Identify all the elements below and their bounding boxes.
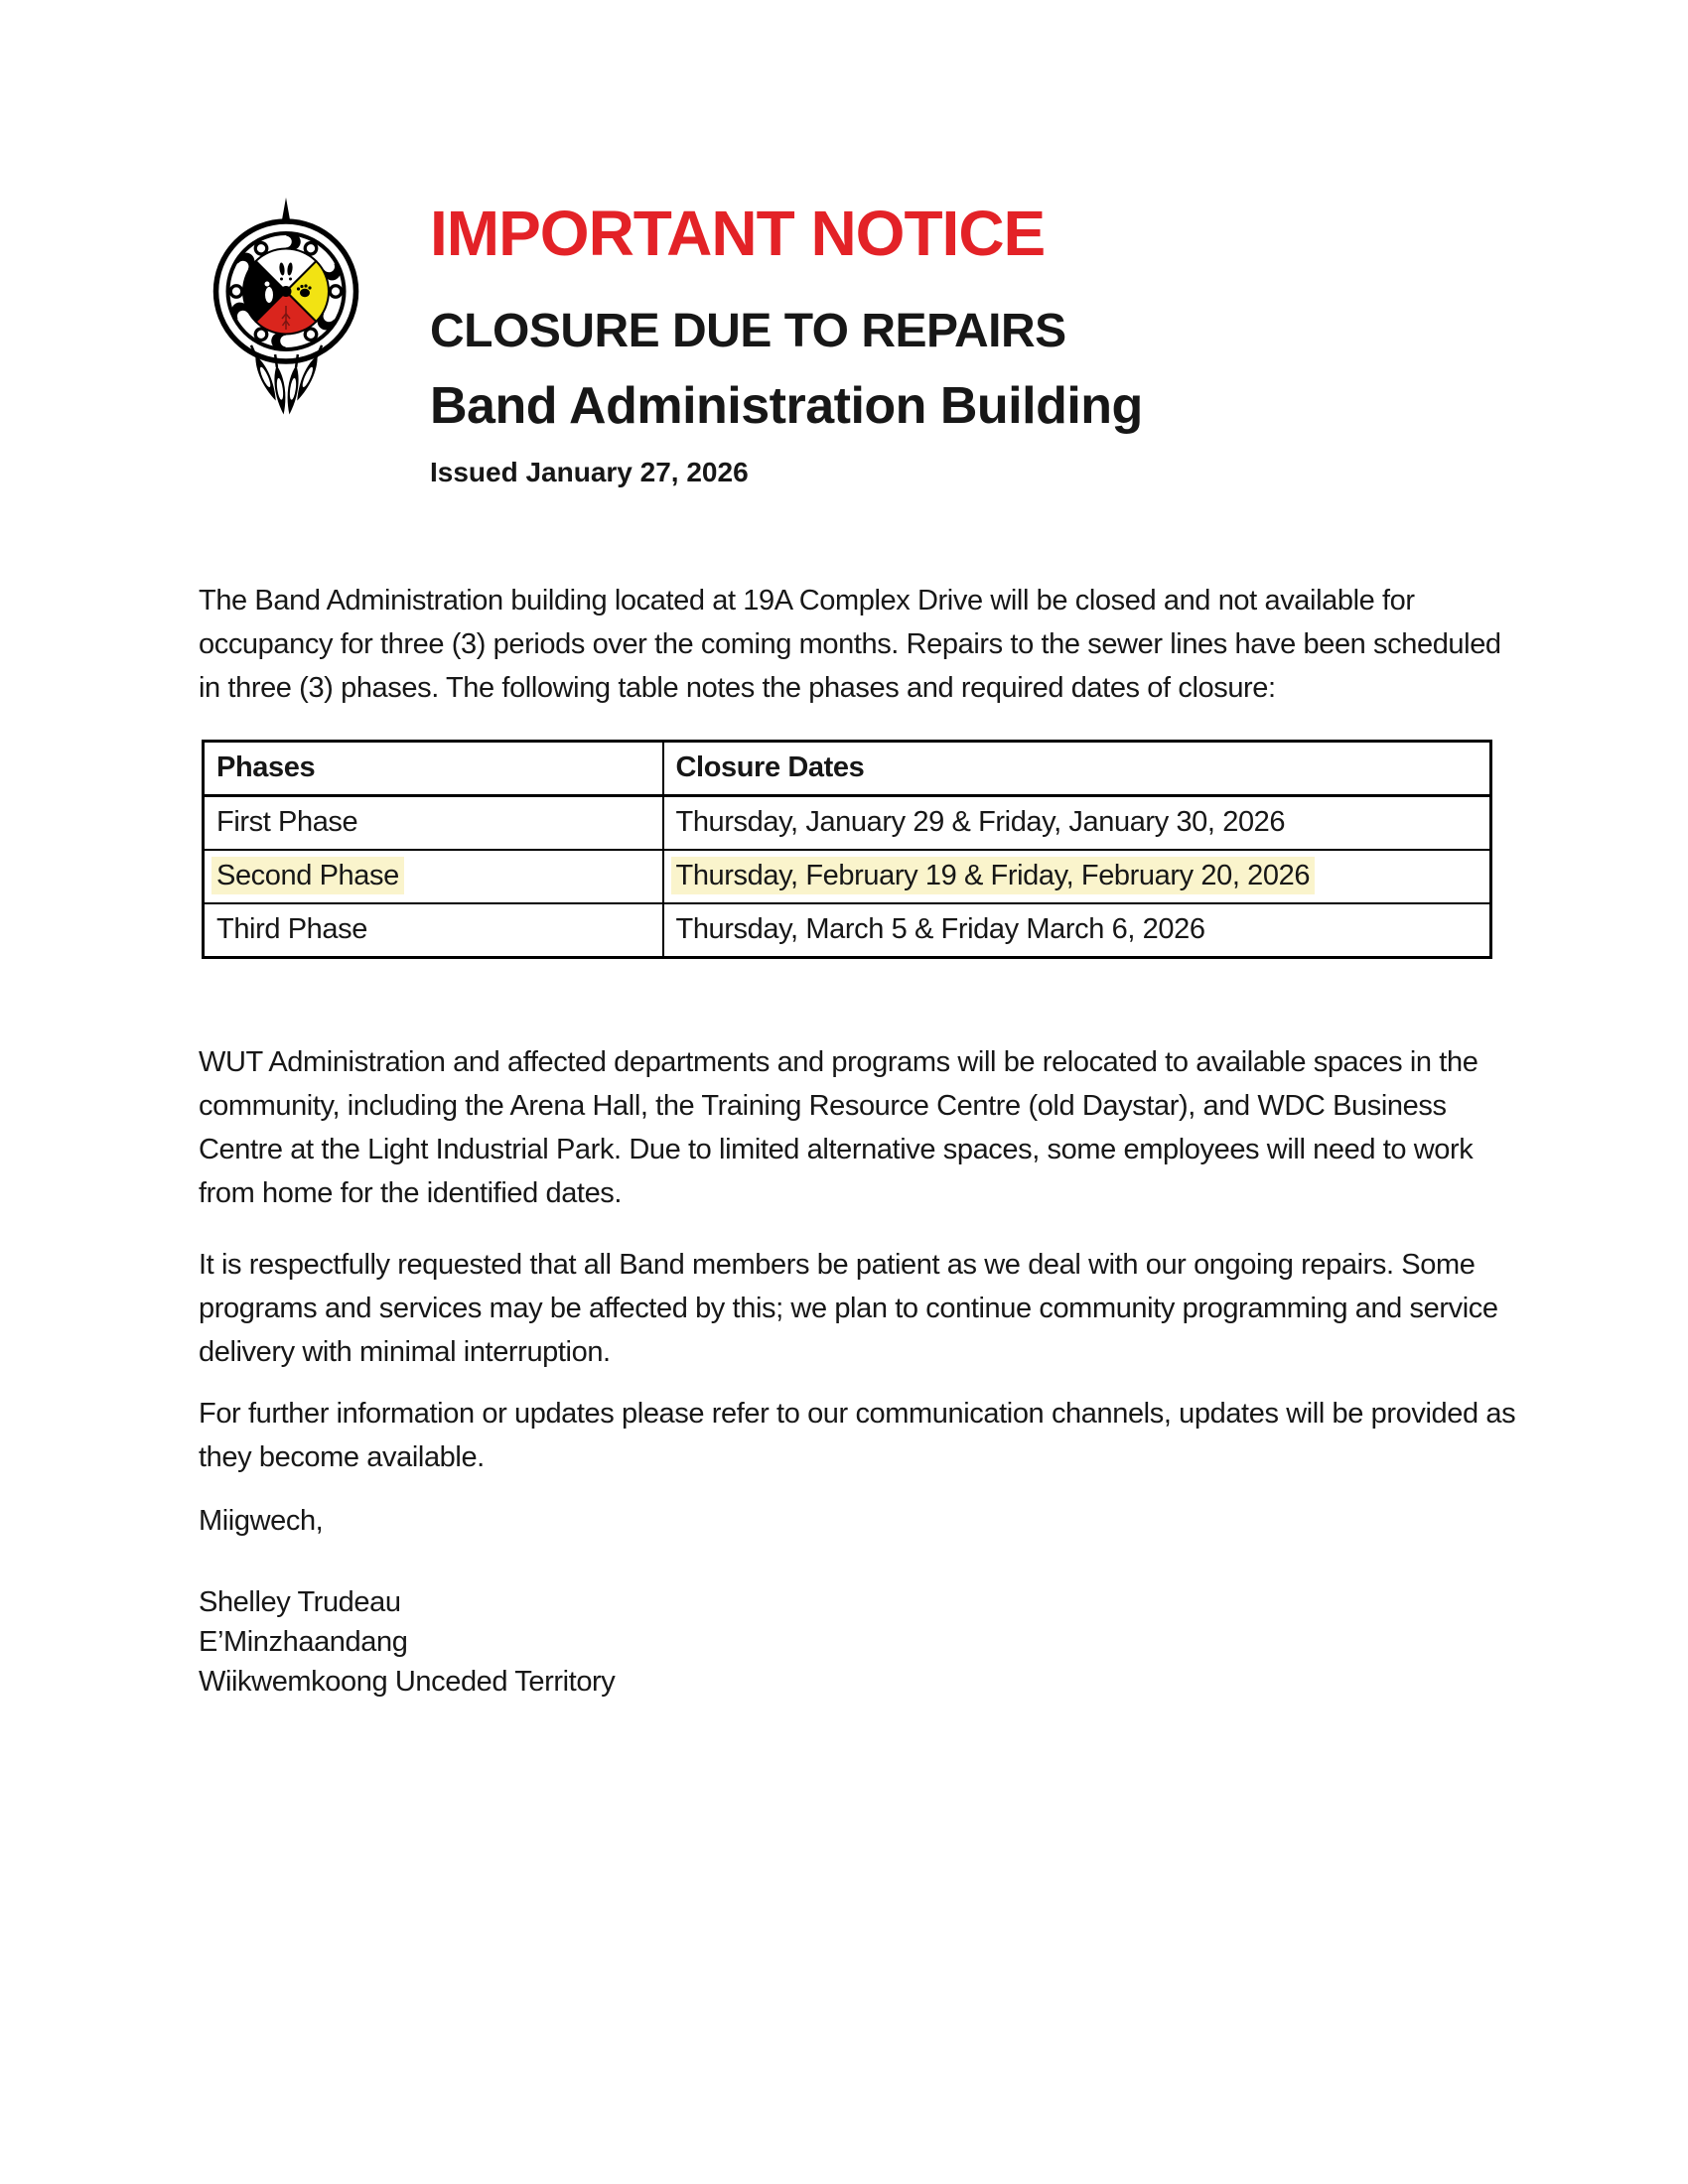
closing-word: Miigwech, bbox=[199, 1505, 324, 1537]
table-header-row bbox=[204, 742, 1491, 796]
signatory-name: Shelley Trudeau bbox=[199, 1586, 401, 1618]
notice-subtitle-closure: CLOSURE DUE TO REPAIRS bbox=[430, 305, 1066, 358]
phase-cell-highlighted: Second Phase bbox=[211, 857, 404, 894]
paragraph-relocation: WUT Administration and affected departments and programs will be relocated to available spaces in the community, including the Arena Hall, the Training Resource Centre (old Daystar), and WDC Business Centre at the Light Industrial Park. Due to limited alternative spaces, some employees will need to work from home for the identified dates. bbox=[199, 1046, 1478, 1209]
table-header-closure-dates: Closure Dates bbox=[663, 742, 1491, 796]
closure-schedule-table bbox=[202, 740, 1492, 959]
dates-cell: Thursday, January 29 & Friday, January 30, 2026 bbox=[675, 806, 1286, 838]
paragraph-updates: For further information or updates please refer to our communication channels, updates will be provided as they become available. bbox=[199, 1398, 1516, 1473]
header-text bbox=[430, 195, 1143, 488]
phase-cell: Third Phase bbox=[216, 913, 367, 945]
paragraph-intro: The Band Administration building located at 19A Complex Drive will be closed and not available for occupancy for three (3) periods over the coming months. Repairs to the sewer lines have been scheduled in three (3) phases. The following table notes the phases and required dates of closure: bbox=[199, 585, 1501, 704]
signatory-title: E’Minzhaandang bbox=[199, 1626, 408, 1658]
table-row-second-phase-highlighted bbox=[204, 850, 1491, 903]
header bbox=[211, 195, 1143, 488]
document-body bbox=[199, 579, 1519, 1702]
signature-block bbox=[199, 1582, 1519, 1702]
dates-cell-highlighted: Thursday, February 19 & Friday, February 20, 2026 bbox=[671, 857, 1316, 894]
notice-title: IMPORTANT NOTICE bbox=[430, 198, 1046, 269]
table-row-first-phase bbox=[204, 796, 1491, 851]
signatory-org: Wiikwemkoong Unceded Territory bbox=[199, 1666, 616, 1698]
paragraph-patience: It is respectfully requested that all Band members be patient as we deal with our ongoing repairs. Some programs and services may be affected by this; we plan to continue community programming and service delivery with minimal interruption. bbox=[199, 1249, 1498, 1368]
medicine-wheel-dreamcatcher-logo bbox=[211, 195, 360, 443]
phase-cell: First Phase bbox=[216, 806, 358, 838]
notice-subtitle-building: Band Administration Building bbox=[430, 376, 1143, 435]
table-header-phases: Phases bbox=[204, 742, 663, 796]
issued-date: Issued January 27, 2026 bbox=[430, 457, 749, 488]
table-row-third-phase bbox=[204, 903, 1491, 958]
dates-cell: Thursday, March 5 & Friday March 6, 2026 bbox=[675, 913, 1205, 945]
